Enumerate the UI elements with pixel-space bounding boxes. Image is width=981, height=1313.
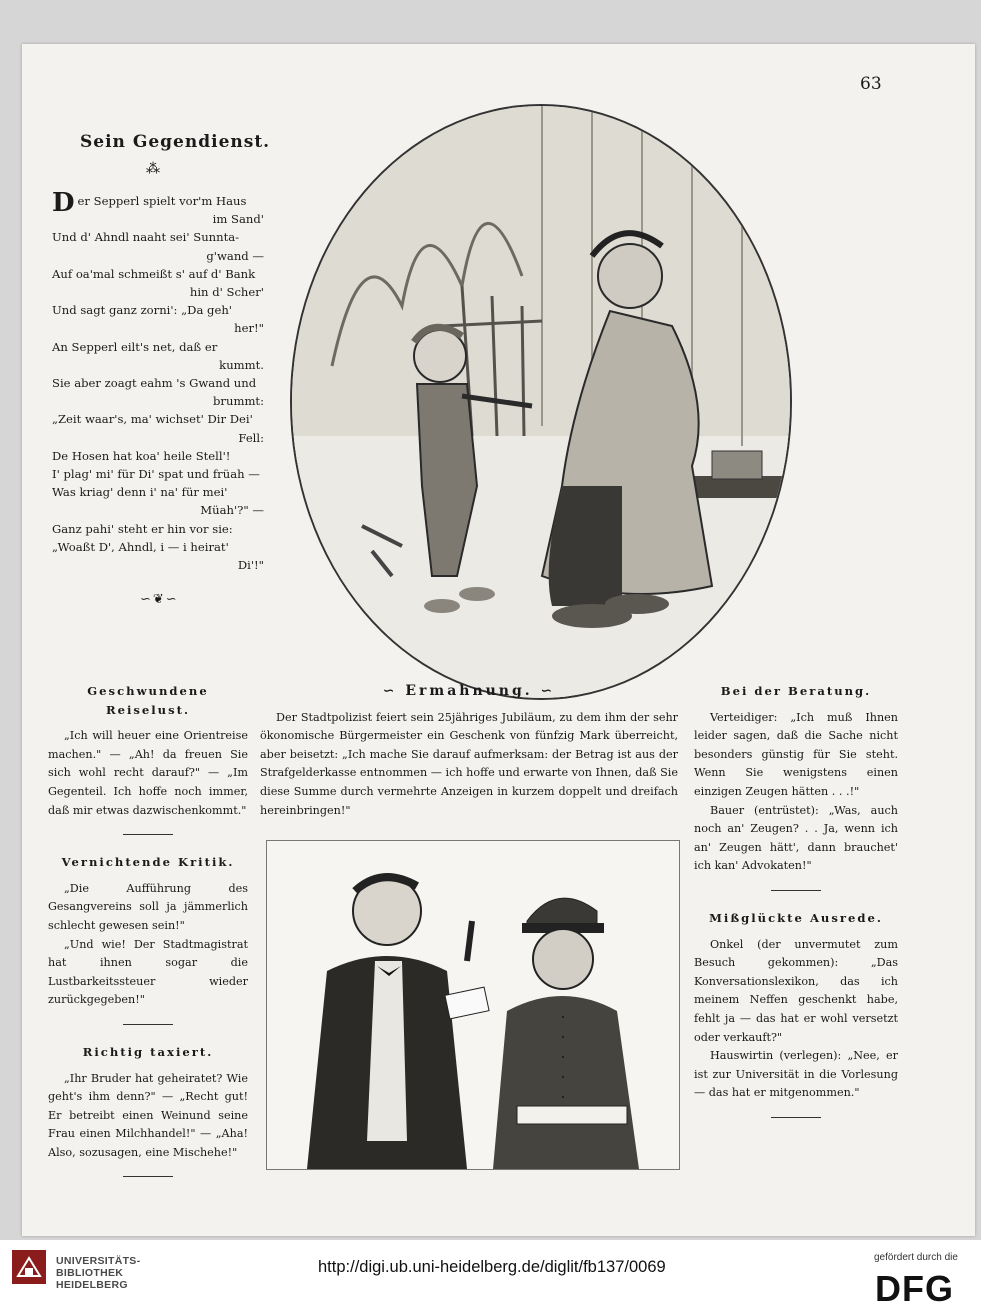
poem-line: Di'!" [237, 558, 264, 573]
poem-line: Müah'?" — [200, 503, 264, 518]
poem-line: brummt: [213, 394, 264, 409]
left-column [48, 682, 248, 1195]
heading-vernichtende-kritik: Vernichtende Kritik. [61, 855, 235, 870]
poem-line: „Zeit waar's, ma' wichset' Dir Dei' [52, 412, 253, 427]
paragraph: Verteidiger: „Ich muß Ihnen leider sagen, daß die Sache nicht besonders günstig für Sie steht. Wenn Sie wenigstens einen einzigen Zeugen hätten . . .!" [694, 710, 898, 798]
poem-line: Ganz pahi' steht er hin vor sie: [52, 521, 233, 536]
poem-line: An Sepperl eilt's net, daß er [52, 339, 218, 354]
poem-line: Was kriag' denn i' na' für mei' [52, 485, 228, 500]
university-library-name[interactable] [56, 1255, 140, 1291]
poem-title: Sein Gegendienst. [80, 132, 271, 152]
heading-richtig-taxiert: Richtig taxiert. [82, 1044, 214, 1059]
heading-ermahnung: ∽ Ermahnung. ∽ [382, 683, 556, 699]
poem-line: Sie aber zoagt eahm 's Gwand und [52, 376, 257, 391]
dfg-logo[interactable]: DFG [875, 1268, 954, 1309]
paragraph: Bauer (entrüstet): „Was, auch noch an' Zeugen? . . Ja, wenn ich an' Zeugen hätt', dann brauchet' ich kan' Advokaten!" [694, 803, 898, 873]
heading-geschwundene-reiselust: Geschwundene Reiselust. [87, 684, 209, 717]
poem-line: Auf oa'mal schmeißt s' auf d' Bank [52, 266, 256, 281]
divider [123, 1176, 173, 1177]
paragraph: Der Stadtpolizist feiert sein 25jähriges Jubiläum, zu dem ihm der sehr ökonomische Bürgermeister ein Geschenk von fünfzig Mark überreicht, aber beisetzt: „Ich mache Sie darauf aufmerksam: der Betrag ist aus der Strafgelderkasse entnommen — ich hoffe und erwarte von Ihnen, daß Sie diese Summe durch vermehrte Anzeigen in kurzem doppelt und dreifach hereinbringen!" [260, 710, 678, 817]
poem-line: im Sand' [212, 212, 264, 227]
mayor-policeman-illustration [266, 840, 680, 1170]
poem-line: er Sepperl spielt vor'm Haus [77, 194, 247, 208]
uni-line-1: UNIVERSITÄTS- [56, 1255, 141, 1267]
right-column [694, 682, 898, 1136]
page-number: 63 [860, 74, 882, 94]
poem-line: „Woaßt D', Ahndl, i — i heirat' [52, 539, 229, 554]
paragraph: „Ihr Bruder hat geheiratet? Wie geht's ihm denn?" — „Recht gut! Er betreibt einen Weinund seine Frau einen Milchhandel!" — „Aha! Also, sozusagen, eine Mischehe!" [48, 1071, 248, 1159]
poem-drop-cap: D [52, 188, 75, 218]
poem-line: hin d' Scher' [189, 285, 264, 300]
paragraph: „Ich will heuer eine Orientreise machen." — „Ah! da freuen Sie sich wohl recht darauf?" — „Im Gegenteil. Ich hoffe noch immer, daß mir etwas dazwischenkommt." [48, 729, 248, 817]
poem-text [52, 188, 284, 574]
document-url-link[interactable]: http://digi.ub.uni-heidelberg.de/diglit/fb137/0069 [318, 1258, 666, 1276]
paragraph: „Und wie! Der Stadtmagistrat hat ihnen sogar die Lustbarkeitssteuer wieder zurückgegeben!" [48, 937, 248, 1007]
poem-line: De Hosen hat koa' heile Stell'! [52, 448, 231, 463]
divider [123, 834, 173, 835]
divider [771, 1117, 821, 1118]
poem-line: her!" [234, 321, 264, 336]
mayor-policeman-drawing [267, 841, 679, 1169]
heading-bei-der-beratung: Bei der Beratung. [720, 684, 872, 698]
heading-missglueckte-ausrede: Mißglückte Ausrede. [709, 910, 883, 925]
divider [123, 1024, 173, 1025]
poem-line: Fell: [238, 430, 264, 445]
center-column [260, 682, 678, 820]
paragraph: Onkel (der unvermutet zum Besuch gekommen): „Das Konversationslexikon, das ich meinem Neffen geschenkt habe, fehlt ja — das hat er wohl versetzt oder verkauft?" [694, 937, 898, 1044]
poem-line: g'wand — [206, 248, 264, 263]
poem-line: I' plag' mi' für Di' spat und früah — [52, 467, 260, 482]
circular-illustration [290, 104, 792, 700]
uni-line-2: BIBLIOTHEK [56, 1267, 124, 1279]
poem-line: Und sagt ganz zorni': „Da geh' [52, 303, 232, 318]
poem-end-ornament: ∽❦∽ [140, 592, 179, 607]
poem-star-ornament: ⁂ [146, 161, 160, 177]
poem-line: kummt. [219, 357, 264, 372]
poem-line: Und d' Ahndl naaht sei' Sunnta- [52, 230, 240, 245]
viewer-footer [0, 1240, 981, 1313]
divider [771, 890, 821, 891]
paragraph: Hauswirtin (verlegen): „Nee, er ist zur Universität in die Vorlesung — das hat er mitgenommen." [694, 1049, 898, 1100]
paragraph: „Die Aufführung des Gesangvereins soll ja jämmerlich schlecht gewesen sein!" [48, 881, 248, 932]
university-library-logo-icon[interactable] [12, 1250, 46, 1284]
book-page [22, 44, 975, 1236]
funded-by-label: gefördert durch die [874, 1252, 958, 1263]
grandmother-boy-drawing [292, 106, 790, 698]
uni-line-3: HEIDELBERG [56, 1279, 128, 1291]
